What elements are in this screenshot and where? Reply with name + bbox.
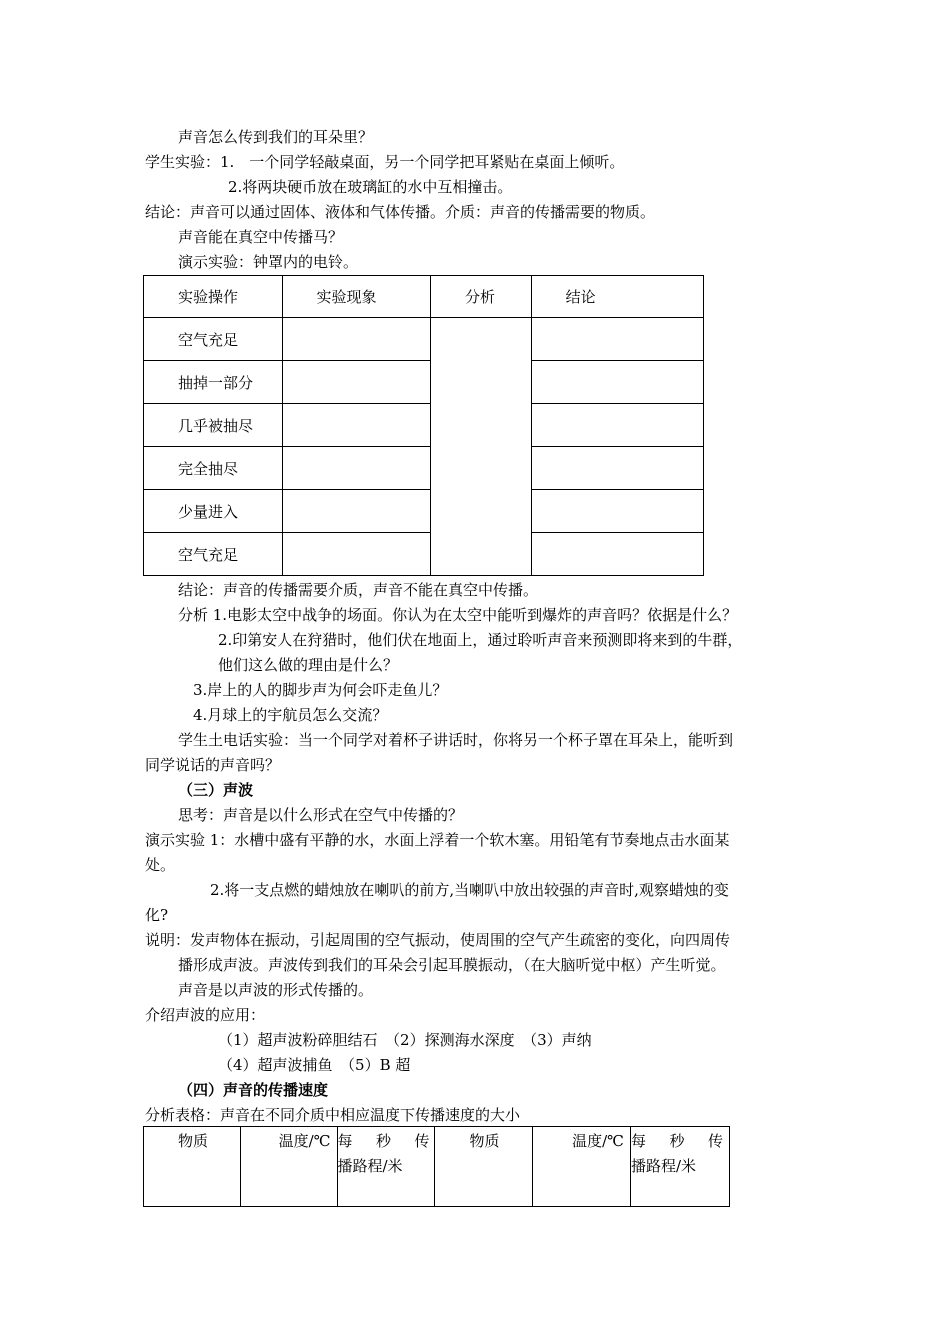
header-substance-1: 物质 — [144, 1127, 241, 1207]
line-sound-wave-form: 声音是以声波的形式传播的。 — [178, 981, 374, 999]
line-conclusion-medium: 结论：声音可以通过固体、液体和气体传播。介质：声音的传播需要的物质。 — [145, 203, 656, 221]
line-think: 思考：声音是以什么形式在空气中传播的？ — [178, 806, 464, 824]
header-distance-1 — [337, 1127, 435, 1207]
line-demo-bell-jar: 演示实验：钟罩内的电铃。 — [178, 253, 359, 271]
line-analysis-2: 2.印第安人在狩猎时，他们伏在地面上，通过聆听声音来预测即将来到的牛群， — [218, 631, 743, 649]
table-row — [144, 447, 704, 490]
table-row — [144, 533, 704, 576]
empty-cell — [282, 490, 430, 533]
row-label: 抽掉一部分 — [144, 361, 283, 404]
line-analysis-3: 3.岸上的人的脚步声为何会吓走鱼儿？ — [193, 681, 448, 699]
header-temperature-1: 温度/℃ — [240, 1127, 337, 1207]
empty-cell — [282, 533, 430, 576]
line-applications-intro: 介绍声波的应用： — [145, 1006, 266, 1024]
header-distance-1-line2: 播路程/米 — [337, 1157, 403, 1175]
table-row — [144, 490, 704, 533]
empty-cell — [282, 361, 430, 404]
line-analysis-2-cont: 他们这么做的理由是什么？ — [218, 656, 399, 674]
row-label: 空气充足 — [144, 533, 283, 576]
analysis-merged-cell — [430, 318, 531, 576]
header-distance-2-line1: 每 秒 传 — [630, 1132, 723, 1150]
line-tin-can-phone-cont: 同学说话的声音吗？ — [145, 756, 281, 774]
row-label: 完全抽尽 — [144, 447, 283, 490]
line-table-intro: 分析表格：声音在不同介质中相应温度下传播速度的大小 — [145, 1106, 521, 1124]
empty-cell — [531, 533, 703, 576]
header-temperature-2: 温度/℃ — [533, 1127, 631, 1207]
line-demo-2: 2.将一支点燃的蜡烛放在喇叭的前方,当喇叭中放出较强的声音时,观察蜡烛的变 — [210, 881, 729, 899]
line-student-experiment-2: 2.将两块硬币放在玻璃缸的水中互相撞击。 — [228, 178, 513, 196]
empty-cell — [531, 404, 703, 447]
bell-jar-experiment-table — [143, 275, 704, 576]
header-distance-1-line1: 每 秒 传 — [337, 1132, 430, 1150]
table-row — [144, 318, 704, 361]
row-label: 几乎被抽尽 — [144, 404, 283, 447]
line-tin-can-phone: 学生土电话实验：当一个同学对着杯子讲话时，你将另一个杯子罩在耳朵上，能听到 — [178, 731, 734, 749]
line-explanation-cont: 播形成声波。声波传到我们的耳朵会引起耳膜振动，（在大脑听觉中枢）产生听觉。 — [178, 956, 726, 974]
header-distance-2-line2: 播路程/米 — [630, 1157, 697, 1175]
empty-cell — [282, 404, 430, 447]
line-applications-2: （4）超声波捕鱼 （5）B 超 — [218, 1056, 411, 1074]
line-demo-1: 演示实验 1：水槽中盛有平静的水，水面上浮着一个软木塞。用铅笔有节奏地点击水面某 — [145, 831, 730, 849]
table-header-row — [144, 1127, 730, 1207]
line-analysis-1: 分析 1.电影太空中战争的场面。你认为在太空中能听到爆炸的声音吗？依据是什么？ — [178, 606, 738, 624]
table-header-row — [144, 276, 704, 318]
line-student-experiment-1: 学生实验：1. 一个同学轻敲桌面，另一个同学把耳紧贴在桌面上倾听。 — [145, 153, 625, 171]
line-question-sound-to-ear: 声音怎么传到我们的耳朵里？ — [178, 128, 374, 146]
row-label: 空气充足 — [144, 318, 283, 361]
section-heading-sound-waves: （三）声波 — [178, 781, 254, 799]
line-conclusion-vacuum: 结论：声音的传播需要介质，声音不能在真空中传播。 — [178, 581, 539, 599]
empty-cell — [282, 318, 430, 361]
empty-cell — [531, 490, 703, 533]
line-demo-2-cont: 化? — [145, 906, 169, 924]
line-analysis-4: 4.月球上的宇航员怎么交流？ — [193, 706, 388, 724]
table-row — [144, 361, 704, 404]
table-row — [144, 404, 704, 447]
line-demo-1-cont: 处。 — [145, 856, 176, 874]
empty-cell — [531, 318, 703, 361]
line-applications-1: （1）超声波粉碎胆结石 （2）探测海水深度 （3）声纳 — [218, 1031, 592, 1049]
header-analysis: 分析 — [430, 276, 531, 318]
empty-cell — [531, 361, 703, 404]
empty-cell — [531, 447, 703, 490]
speed-of-sound-table — [143, 1126, 730, 1207]
header-distance-2 — [630, 1127, 729, 1207]
header-conclusion: 结论 — [531, 276, 703, 318]
header-operation: 实验操作 — [144, 276, 283, 318]
line-explanation: 说明：发声物体在振动，引起周围的空气振动，使周围的空气产生疏密的变化，向四周传 — [145, 931, 731, 949]
section-heading-speed: （四）声音的传播速度 — [178, 1081, 329, 1099]
row-label: 少量进入 — [144, 490, 283, 533]
line-question-vacuum: 声音能在真空中传播马？ — [178, 228, 344, 246]
header-substance-2: 物质 — [435, 1127, 533, 1207]
header-phenomenon: 实验现象 — [282, 276, 430, 318]
empty-cell — [282, 447, 430, 490]
